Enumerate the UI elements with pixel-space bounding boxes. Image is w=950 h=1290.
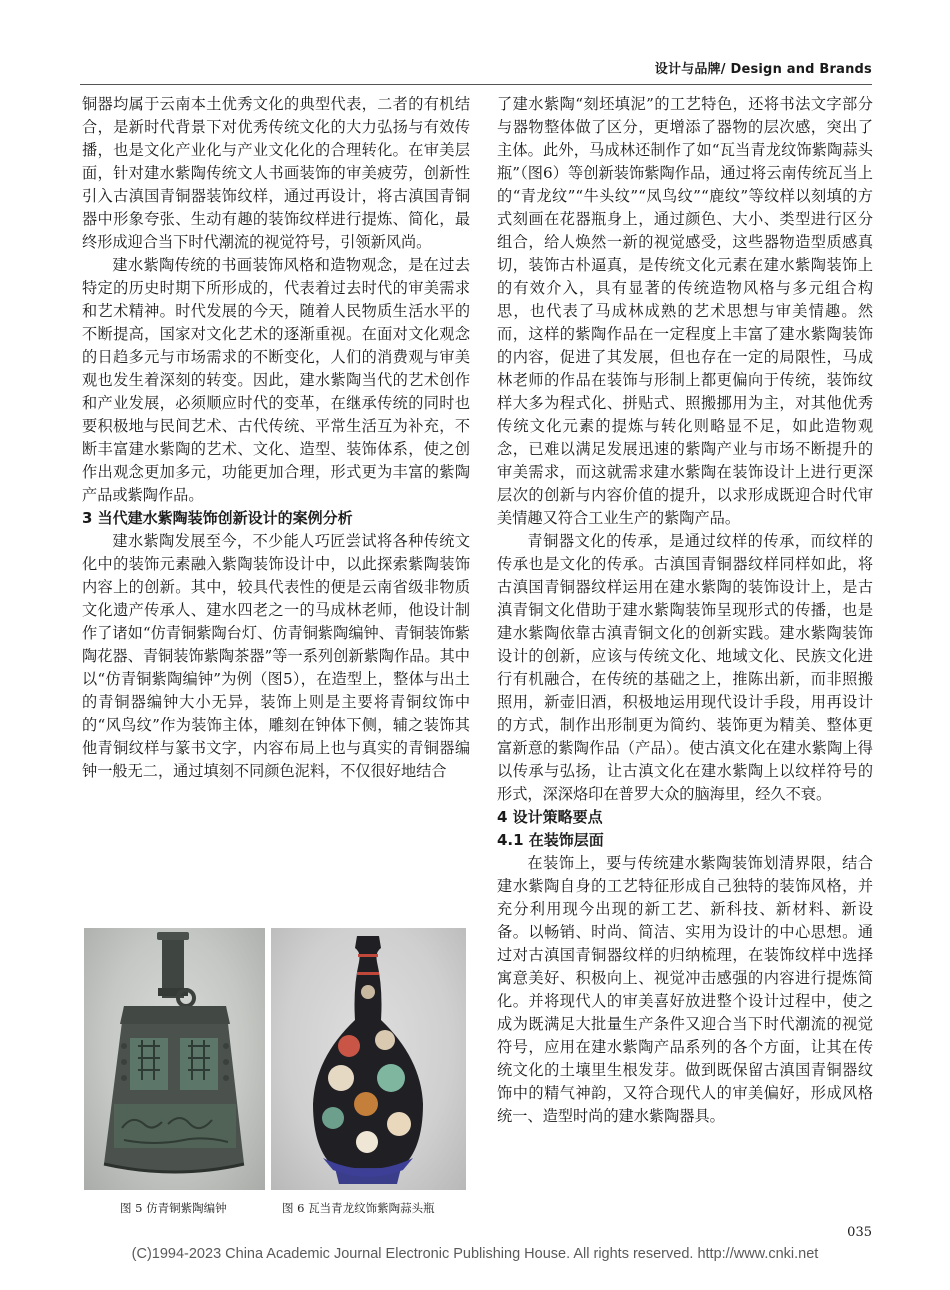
paragraph: 在装饰上，要与传统建水紫陶装饰划清界限，结合建水紫陶自身的工艺特征形成自己独特的装饰风格，并充分利用现今出现的新工艺、新科技、新材料、新设备。以畅销、时尚、简洁、实用为设计的中心思想。通过对古滇国青铜器纹样的归纳梳理，在装饰纹样中选择寓意美好、积极向上、视觉冲击感强的内容进行提炼简化。并将现代人的审美喜好放进整个设计过程中，使之成为既满足大批量生产条件又迎合当下时代潮流的视觉符号，应用在建水紫陶产品系列的各个方面，让其在传统文化的土壤里生根发芽。做到既保留古滇国青铜器纹饰中的精气神韵，又符合现代人的审美偏好，形成风格统一、造型时尚的建水紫陶器具。 [497,854,873,1125]
figure-5-caption: 图 5 仿青铜紫陶编钟 [120,1201,227,1215]
running-header: 设计与品牌/ Design and Brands [654,62,872,77]
copyright-footer: (C)1994-2023 China Academic Journal Electronic Publishing House. All rights reserved. http://www.cnki.net [131,1246,819,1262]
paragraph: 建水紫陶发展至今，不少能人巧匠尝试将各种传统文化中的装饰元素融入紫陶装饰设计中，以此探索紫陶装饰内容上的创新。其中，较具代表性的便是云南省级非物质文化遗产传承人、建水四老之一的马成林老师，他设计制作了诸如“仿青铜紫陶台灯、仿青铜紫陶编钟、青铜装饰紫陶花器、青铜装饰紫陶茶器”等一系列创新紫陶作品。其中以“仿青铜紫陶编钟”为例（图5），在造型上，整体与出土的青铜器编钟大小无异，装饰上则是主要将青铜纹饰中的“风鸟纹”作为装饰主体，雕刻在钟体下侧，辅之装饰其他青铜纹样与篆书文字，内容布局上也与真实的青铜器编钟一般无二，通过填刻不同颜色泥料，不仅很好地结合 [82,532,470,780]
section-heading: 4 设计策略要点 [497,808,603,826]
page-number: 035 [847,1225,872,1240]
figure-6-caption: 图 6 瓦当青龙纹饰紫陶蒜头瓶 [282,1201,435,1215]
paragraph: 建水紫陶传统的书画装饰风格和造物观念，是在过去特定的历史时期下所形成的，代表着过去时代的审美需求和艺术精神。时代发展的今天，随着人民物质生活水平的不断提高，国家对文化艺术的逐渐重视。在面对文化观念的日趋多元与市场需求的不断变化，人们的消费观与审美观也发生着深刻的转变。因此，建水紫陶当代的艺术创作和产业发展，必须顺应时代的变革，在继承传统的同时也要积极地与民间艺术、古代传统、平常生活互为补充，不断丰富建水紫陶的艺术、文化、造型、装饰体系，使之创作出观念更加多元，功能更加合理，形式更为丰富的紫陶产品或紫陶作品。 [82,256,470,504]
header-rule [80,84,872,85]
figure-5-bronze-bell-photo [84,928,265,1190]
section-heading: 3 当代建水紫陶装饰创新设计的案例分析 [82,509,353,527]
paragraph: 了建水紫陶“刻坯填泥”的工艺特色，还将书法文字部分与器物整体做了区分，更增添了器物的层次感，突出了主体。此外，马成林还制作了如“瓦当青龙纹饰紫陶蒜头瓶”（图6）等创新装饰紫陶作品，通过将云南传统瓦当上的“青龙纹”“牛头纹”“凤鸟纹”“鹿纹”等纹样以刻填的方式刻画在花器瓶身上，通过颜色、大小、类型进行区分组合，给人焕然一新的视觉感受，这些器物造型质感真切，装饰古朴逼真，是传统文化元素在建水紫陶装饰上的有效介入，具有显著的传统造物风格与多元组合构思，也代表了马成林成熟的艺术思想与审美情趣。然而，这样的紫陶作品在一定程度上丰富了建水紫陶装饰的内容，促进了其发展，但也存在一定的局限性，马成林老师的作品在装饰与形制上都更偏向于传统，装饰纹样大多为程式化、拼贴式、照搬挪用为主，对其他优秀传统文化元素的提炼与转化则略显不足，如此造物观念，已难以满足发展迅速的紫陶产业与市场不断提升的审美需求，而这就需求建水紫陶在装饰设计上进行更深层次的创新与内容价值的提升，以求形成既迎合时代审美情趣又符合工业生产的紫陶产品。 [497,95,873,527]
left-column [82,93,470,783]
figure-group [84,928,466,1226]
paragraph: 铜器均属于云南本土优秀文化的典型代表，二者的有机结合，是新时代背景下对优秀传统文化的大力弘扬与有效传播，也是文化产业化与产业文化化的合理转化。在审美层面，针对建水紫陶传统文人书画装饰的审美疲劳，创新性引入古滇国青铜器装饰纹样，通过再设计，将古滇国青铜器中形象夸张、生动有趣的装饰纹样进行提炼、简化，最终形成迎合当下时代潮流的视觉符号，引领新风尚。 [82,95,470,251]
right-column [497,93,873,1128]
figure-6-vase-photo [271,928,466,1190]
subsection-heading: 4.1 在装饰层面 [497,831,604,849]
paragraph: 青铜器文化的传承，是通过纹样的传承，而纹样的传承也是文化的传承。古滇国青铜器纹样同样如此，将古滇国青铜器纹样运用在建水紫陶的装饰设计上，是古滇青铜文化借助于建水紫陶装饰呈现形式的传播，也是建水紫陶依靠古滇青铜文化的创新实践。建水紫陶装饰设计的创新，应该与传统文化、地域文化、民族文化进行有机融合，在传统的基础之上，推陈出新，而非照搬照用，新壶旧酒，积极地运用现代设计手段，用再设计的方式，制作出形制更为简约、装饰更为精美、整体更富新意的紫陶作品（产品）。使古滇文化在建水紫陶上得以传承与弘扬，让古滇文化在建水紫陶上以纹样符号的形式，深深烙印在普罗大众的脑海里，经久不衰。 [497,532,873,803]
